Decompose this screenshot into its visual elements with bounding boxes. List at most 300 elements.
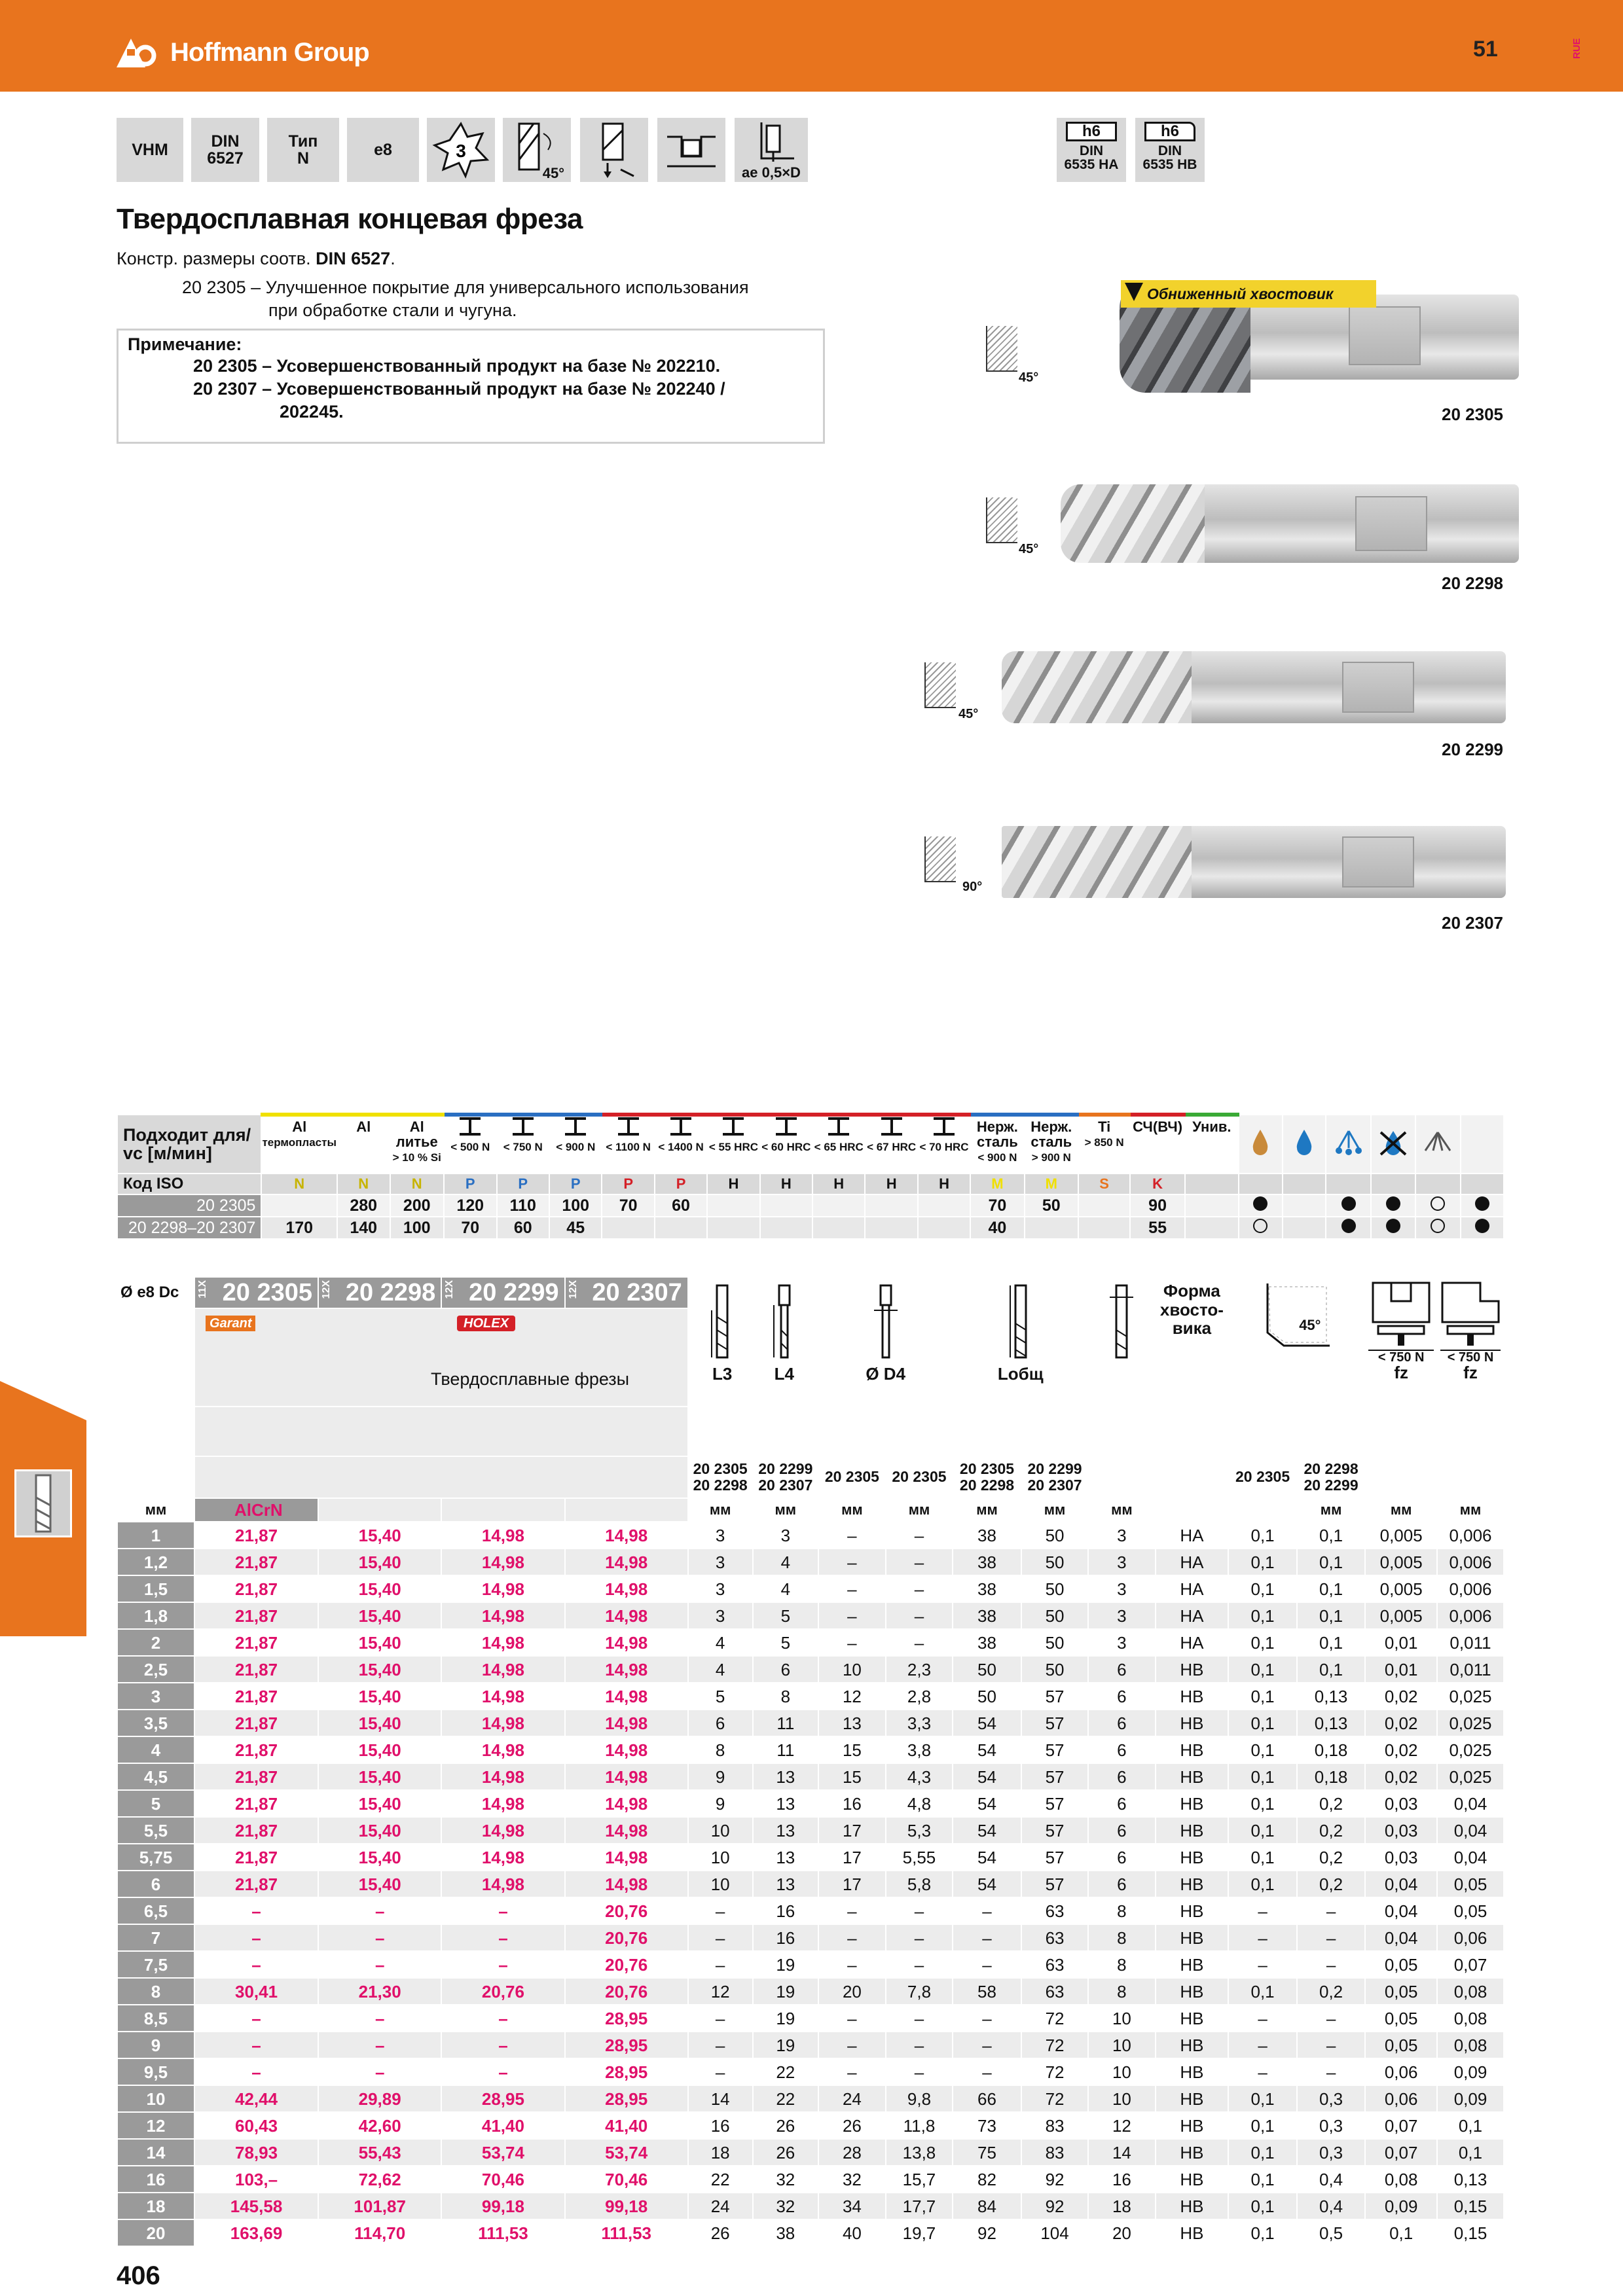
price-cell[interactable]: 30,41: [194, 1978, 318, 2005]
dimension-cell: –: [1228, 2005, 1297, 2032]
price-cell[interactable]: –: [194, 1924, 318, 1951]
note-line: 20 2307 – Усовершенствованный продукт на базе № 202240 /: [193, 379, 725, 399]
price-cell[interactable]: 15,40: [318, 1683, 441, 1710]
dimension-cell: 38: [953, 1629, 1021, 1656]
dimension-cell: –: [818, 1602, 886, 1629]
price-cell[interactable]: 14,98: [565, 1629, 688, 1656]
material-col: [602, 1115, 654, 1174]
price-cell[interactable]: 53,74: [565, 2139, 688, 2166]
corner-angle: 45°: [958, 707, 979, 721]
dimension-cell: 6: [1088, 1844, 1155, 1871]
table-row[interactable]: [117, 1656, 1504, 1683]
garant-logo: Garant: [206, 1316, 255, 1331]
price-cell[interactable]: 15,40: [318, 1522, 441, 1549]
dimension-cell: –: [818, 1575, 886, 1602]
price-cell[interactable]: –: [194, 2032, 318, 2058]
table-row[interactable]: [117, 1575, 1504, 1602]
price-cell[interactable]: –: [194, 2058, 318, 2085]
dimension-cell: 4,3: [886, 1763, 953, 1790]
dimension-cell: –: [886, 2032, 953, 2058]
table-row[interactable]: [117, 1763, 1504, 1790]
dimension-cell: 0,04: [1437, 1844, 1504, 1871]
dimension-cell: 0,06: [1365, 2085, 1437, 2112]
price-cell[interactable]: –: [318, 2032, 441, 2058]
shank-din: DIN: [1158, 143, 1182, 158]
table-row[interactable]: [117, 1683, 1504, 1710]
table-row[interactable]: [117, 2032, 1504, 2058]
table-row[interactable]: [117, 2219, 1504, 2246]
dimension-cell: 0,1: [1228, 1710, 1297, 1736]
price-cell[interactable]: –: [318, 2058, 441, 2085]
tool-cutting-head: [1002, 826, 1192, 898]
table-row[interactable]: [117, 1951, 1504, 1978]
price-cell[interactable]: 28,95: [565, 2058, 688, 2085]
cutting-speed-value: 50: [1025, 1194, 1078, 1217]
price-cell[interactable]: 14,98: [441, 1790, 564, 1817]
price-cell[interactable]: 21,87: [194, 1710, 318, 1736]
dimension-cell: 17: [818, 1844, 886, 1871]
price-cell[interactable]: 103,–: [194, 2166, 318, 2193]
dimension-cell: 14: [688, 2085, 753, 2112]
iso-code: N: [261, 1174, 337, 1194]
dimension-cell: HB: [1156, 1844, 1229, 1871]
shank-type-ha: [1057, 118, 1126, 182]
blank-cell: [1088, 1456, 1155, 1498]
table-row[interactable]: [117, 1549, 1504, 1575]
price-cell[interactable]: 20,76: [565, 1951, 688, 1978]
row-label: 20 2305: [117, 1194, 261, 1217]
price-cell[interactable]: 15,40: [318, 1844, 441, 1871]
dim-label: Ø D4: [866, 1364, 906, 1384]
dimension-cell: 11,8: [886, 2112, 953, 2139]
price-cell[interactable]: –: [318, 2005, 441, 2032]
unit-cell: мм: [688, 1498, 753, 1522]
price-cell[interactable]: 21,87: [194, 1656, 318, 1683]
price-cell[interactable]: 21,87: [194, 1683, 318, 1710]
dimension-cell: –: [818, 1522, 886, 1549]
property-slotting: [657, 118, 725, 182]
dimension-cell: –: [688, 1924, 753, 1951]
dimension-cell: 20: [818, 1978, 886, 2005]
price-cell[interactable]: 15,40: [318, 1629, 441, 1656]
cutting-speed-value: 170: [261, 1217, 337, 1239]
dimension-cell: –: [688, 1897, 753, 1924]
table-row[interactable]: [117, 1602, 1504, 1629]
price-cell[interactable]: 14,98: [441, 1844, 564, 1871]
price-cell[interactable]: 28,95: [565, 2085, 688, 2112]
dimension-cell: –: [886, 1602, 953, 1629]
price-cell[interactable]: 14,98: [565, 1710, 688, 1736]
material-col: [1185, 1115, 1239, 1174]
dimension-cell: HA: [1156, 1522, 1229, 1549]
dimension-cell: 0,05: [1437, 1871, 1504, 1897]
price-cell[interactable]: 145,58: [194, 2193, 318, 2219]
material-col: [337, 1115, 390, 1174]
dimension-cell: 10: [1088, 2032, 1155, 2058]
dimension-cell: 0,04: [1437, 1817, 1504, 1844]
price-cell[interactable]: –: [194, 1897, 318, 1924]
dimension-cell: HB: [1156, 2005, 1229, 2032]
price-cell[interactable]: 15,40: [318, 1575, 441, 1602]
price-cell[interactable]: 14,98: [441, 1763, 564, 1790]
price-cell[interactable]: 14,98: [441, 1736, 564, 1763]
price-cell[interactable]: 99,18: [441, 2193, 564, 2219]
dimension-cell: 0,09: [1437, 2085, 1504, 2112]
steel-beam-icon: [720, 1117, 746, 1136]
price-cell[interactable]: 20,76: [441, 1978, 564, 2005]
table-row[interactable]: [117, 1736, 1504, 1763]
dimension-cell: 0,05: [1365, 1978, 1437, 2005]
side-milling-icon: [742, 119, 801, 165]
dimension-cell: HB: [1156, 2193, 1229, 2219]
price-cell[interactable]: 14,98: [441, 1710, 564, 1736]
dimension-cell: HB: [1156, 1790, 1229, 1817]
dimension-cell: HA: [1156, 1629, 1229, 1656]
product-rows: [117, 1522, 1504, 2246]
construction-end: .: [390, 249, 395, 268]
price-cell[interactable]: 60,43: [194, 2112, 318, 2139]
table-row[interactable]: [117, 1978, 1504, 2005]
dimension-cell: 0,1: [1228, 1790, 1297, 1817]
suitable-for-label: [117, 1115, 261, 1174]
price-cell[interactable]: 21,30: [318, 1978, 441, 2005]
price-cell[interactable]: 21,87: [194, 1844, 318, 1871]
price-cell[interactable]: 41,40: [441, 2112, 564, 2139]
dry-icon: [1371, 1115, 1415, 1174]
price-cell[interactable]: 55,43: [318, 2139, 441, 2166]
price-cell[interactable]: 14,98: [565, 1871, 688, 1897]
diameter-cell: 5,75: [117, 1844, 194, 1871]
dimension-cell: 57: [1021, 1710, 1089, 1736]
price-cell[interactable]: 28,95: [565, 2032, 688, 2058]
cutting-speed-value: 90: [1130, 1194, 1184, 1217]
dimension-cell: 73: [953, 2112, 1021, 2139]
blank-cell: [1415, 1174, 1460, 1194]
table-row[interactable]: [117, 2166, 1504, 2193]
label-line: vc [м/мин]: [123, 1143, 212, 1163]
dimension-cell: 50: [1021, 1549, 1089, 1575]
table-row[interactable]: [117, 2058, 1504, 2085]
price-cell[interactable]: 14,98: [441, 1629, 564, 1656]
price-cell[interactable]: 21,87: [194, 1763, 318, 1790]
dim-icon-l3: [688, 1277, 818, 1456]
dimension-cell: HB: [1156, 1736, 1229, 1763]
price-cell[interactable]: 21,87: [194, 1522, 318, 1549]
dimension-cell: 50: [1021, 1656, 1089, 1683]
price-cell[interactable]: 14,98: [441, 1575, 564, 1602]
table-row[interactable]: [117, 2085, 1504, 2112]
price-cell[interactable]: 21,87: [194, 1602, 318, 1629]
cutting-speed-value: [1185, 1217, 1239, 1239]
dimension-cell: 0,011: [1437, 1629, 1504, 1656]
dimension-cell: 3,3: [886, 1710, 953, 1736]
price-cell[interactable]: 20,76: [565, 1897, 688, 1924]
dimension-cell: 0,04: [1365, 1897, 1437, 1924]
price-cell[interactable]: 21,87: [194, 1736, 318, 1763]
price-cell[interactable]: 42,60: [318, 2112, 441, 2139]
dim-icon-d4: [818, 1277, 953, 1456]
dimension-cell: 0,1: [1228, 2166, 1297, 2193]
diameter-cell: 10: [117, 2085, 194, 2112]
dimension-cell: 16: [688, 2112, 753, 2139]
price-cell[interactable]: 14,98: [565, 1817, 688, 1844]
price-cell[interactable]: 14,98: [565, 1602, 688, 1629]
tool-image-202307[interactable]: [1002, 826, 1506, 898]
dimension-cell: –: [953, 2032, 1021, 2058]
price-cell[interactable]: 70,46: [441, 2166, 564, 2193]
price-cell[interactable]: 42,44: [194, 2085, 318, 2112]
corner-chamfer-header: [1228, 1277, 1365, 1456]
price-cell[interactable]: 111,53: [565, 2219, 688, 2246]
dimension-cell: 0,1: [1228, 1656, 1297, 1683]
tool-image-202299[interactable]: [1002, 651, 1506, 723]
price-cell[interactable]: 14,98: [565, 1763, 688, 1790]
dimension-cell: 0,06: [1437, 1924, 1504, 1951]
price-cell[interactable]: 14,98: [441, 1871, 564, 1897]
l4-icon: [771, 1284, 797, 1382]
brand-name: Hoffmann Group: [170, 37, 369, 67]
dimension-cell: 0,04: [1365, 1924, 1437, 1951]
price-cell[interactable]: –: [318, 1951, 441, 1978]
price-cell[interactable]: –: [194, 2005, 318, 2032]
dimension-cell: 6: [1088, 1871, 1155, 1897]
price-cell[interactable]: 72,62: [318, 2166, 441, 2193]
table-row[interactable]: [117, 1817, 1504, 1844]
table-row[interactable]: [117, 1897, 1504, 1924]
steel-beam-icon: [931, 1117, 957, 1136]
dimension-cell: 0,1: [1228, 2112, 1297, 2139]
total-length-icon: [1008, 1284, 1034, 1363]
price-cell[interactable]: 14,98: [441, 1522, 564, 1549]
price-cell[interactable]: 14,98: [441, 1817, 564, 1844]
price-cell[interactable]: 15,40: [318, 1549, 441, 1575]
tool-article-number: 20 2298: [1442, 573, 1503, 593]
price-cell[interactable]: –: [441, 2032, 564, 2058]
dimension-cell: HB: [1156, 1817, 1229, 1844]
price-cell[interactable]: 14,98: [565, 1549, 688, 1575]
price-cell[interactable]: 15,40: [318, 1602, 441, 1629]
dimension-cell: 72: [1021, 2032, 1089, 2058]
material-col: [1130, 1115, 1184, 1174]
cutting-speed-value: [707, 1217, 759, 1239]
price-cell[interactable]: 14,98: [565, 1790, 688, 1817]
dimension-cell: 18: [688, 2139, 753, 2166]
unit-cell: мм: [753, 1498, 819, 1522]
dimension-cell: 12: [818, 1683, 886, 1710]
dimension-cell: 2,3: [886, 1656, 953, 1683]
price-cell[interactable]: 20,76: [565, 1978, 688, 2005]
price-cell[interactable]: 14,98: [441, 1602, 564, 1629]
dimension-cell: 92: [1021, 2166, 1089, 2193]
corner-angle: 90°: [962, 880, 983, 894]
product-table: [117, 1276, 1504, 2247]
dimension-cell: 19: [753, 1978, 819, 2005]
article-sub-label: 20 2298 20 2299: [1297, 1456, 1366, 1498]
dimension-cell: 0,1: [1297, 1522, 1366, 1549]
price-cell[interactable]: 15,40: [318, 1736, 441, 1763]
price-cell[interactable]: 14,98: [441, 1683, 564, 1710]
price-cell[interactable]: –: [318, 1897, 441, 1924]
price-cell[interactable]: 14,98: [441, 1656, 564, 1683]
price-cell[interactable]: 14,98: [565, 1844, 688, 1871]
note-box: [117, 329, 825, 444]
price-cell[interactable]: 14,98: [441, 1549, 564, 1575]
blank-cell: [1437, 1456, 1504, 1498]
dimension-cell: 0,1: [1228, 2193, 1297, 2219]
flute-count: 12X: [321, 1280, 333, 1299]
diameter-cell: 6: [117, 1871, 194, 1897]
price-cell[interactable]: 20,76: [565, 1924, 688, 1951]
price-cell[interactable]: 78,93: [194, 2139, 318, 2166]
price-cell[interactable]: 53,74: [441, 2139, 564, 2166]
corner-chamfer-icon: [986, 497, 1017, 543]
dimension-cell: HA: [1156, 1549, 1229, 1575]
dimension-cell: 6: [1088, 1817, 1155, 1844]
dimension-cell: 0,1: [1228, 1736, 1297, 1763]
dimension-cell: –: [1297, 2005, 1366, 2032]
dimension-cell: –: [886, 1897, 953, 1924]
diameter-cell: 1,2: [117, 1549, 194, 1575]
unit-cell: [1228, 1498, 1297, 1522]
table-row[interactable]: [117, 2112, 1504, 2139]
dimension-cell: 32: [753, 2193, 819, 2219]
price-cell[interactable]: 21,87: [194, 1549, 318, 1575]
table-row[interactable]: [117, 2139, 1504, 2166]
price-cell[interactable]: –: [441, 1924, 564, 1951]
unit-cell: мм: [818, 1498, 886, 1522]
dimension-cell: 13: [753, 1844, 819, 1871]
price-cell[interactable]: 14,98: [565, 1522, 688, 1549]
price-cell[interactable]: 15,40: [318, 1656, 441, 1683]
dimension-cell: –: [818, 2032, 886, 2058]
holex-brand: [444, 1309, 568, 1335]
price-cell[interactable]: 99,18: [565, 2193, 688, 2219]
price-cell[interactable]: –: [441, 2005, 564, 2032]
diameter-cell: 1,5: [117, 1575, 194, 1602]
dimension-cell: 32: [818, 2166, 886, 2193]
table-row[interactable]: [117, 1924, 1504, 1951]
material-spec: < 65 HRC: [814, 1141, 864, 1154]
table-row[interactable]: [117, 2005, 1504, 2032]
dimension-cell: 0,005: [1365, 1522, 1437, 1549]
dimension-cell: 0,1: [1437, 2139, 1504, 2166]
table-row[interactable]: [117, 1522, 1504, 1549]
dimension-cell: HB: [1156, 2139, 1229, 2166]
price-cell[interactable]: 21,87: [194, 1575, 318, 1602]
unit-cell: мм: [953, 1498, 1021, 1522]
price-cell[interactable]: –: [318, 1924, 441, 1951]
material-col: [812, 1115, 865, 1174]
shank-standard: 6535 HA: [1064, 157, 1119, 172]
dimension-cell: HA: [1156, 1602, 1229, 1629]
price-cell[interactable]: 114,70: [318, 2219, 441, 2246]
price-cell[interactable]: –: [441, 1897, 564, 1924]
dimension-cell: –: [1297, 2058, 1366, 2085]
cutting-speed-value: [760, 1217, 812, 1239]
price-cell[interactable]: 163,69: [194, 2219, 318, 2246]
dimension-cell: 3: [688, 1602, 753, 1629]
table-row[interactable]: [117, 1844, 1504, 1871]
price-cell[interactable]: 21,87: [194, 1871, 318, 1897]
dimension-cell: –: [818, 1924, 886, 1951]
dimension-cell: –: [688, 2058, 753, 2085]
dimension-cell: 3: [1088, 1549, 1155, 1575]
price-cell[interactable]: 15,40: [318, 1871, 441, 1897]
article-sub-label: 20 2305 20 2298: [688, 1456, 753, 1498]
dim-label: L4: [774, 1364, 794, 1384]
dimension-cell: 26: [753, 2139, 819, 2166]
dimension-cell: 0,2: [1297, 1817, 1366, 1844]
price-cell[interactable]: 15,40: [318, 1817, 441, 1844]
price-cell[interactable]: –: [441, 1951, 564, 1978]
table-row[interactable]: [117, 1790, 1504, 1817]
dimension-cell: 22: [753, 2085, 819, 2112]
emulsion-drop-icon: [1283, 1115, 1326, 1174]
blank-cell: [1283, 1174, 1326, 1194]
price-cell[interactable]: 28,95: [441, 2085, 564, 2112]
arrow-down-icon: [1125, 283, 1143, 301]
price-cell[interactable]: 14,98: [565, 1656, 688, 1683]
table-row[interactable]: [117, 1871, 1504, 1897]
price-cell[interactable]: 15,40: [318, 1710, 441, 1736]
price-cell[interactable]: 14,98: [565, 1575, 688, 1602]
iso-code: P: [602, 1174, 654, 1194]
price-cell[interactable]: 14,98: [565, 1736, 688, 1763]
iso-code: [1185, 1174, 1239, 1194]
price-cell[interactable]: 28,95: [565, 2005, 688, 2032]
price-cell[interactable]: 15,40: [318, 1790, 441, 1817]
brand-logo[interactable]: [117, 33, 369, 72]
price-cell[interactable]: –: [441, 2058, 564, 2085]
dimension-cell: 0,18: [1297, 1736, 1366, 1763]
dimension-cell: 3: [1088, 1602, 1155, 1629]
recommended-dot-icon: [1475, 1196, 1489, 1211]
table-row[interactable]: [117, 1629, 1504, 1656]
price-cell[interactable]: –: [194, 1951, 318, 1978]
cutting-speed-value: 45: [549, 1217, 602, 1239]
price-cell[interactable]: 21,87: [194, 1817, 318, 1844]
dimension-cell: 9,8: [886, 2085, 953, 2112]
dimension-cell: 26: [688, 2219, 753, 2246]
dimension-cell: 13: [753, 1790, 819, 1817]
dimension-cell: 0,1: [1228, 2139, 1297, 2166]
price-cell[interactable]: 111,53: [441, 2219, 564, 2246]
table-row[interactable]: [117, 2193, 1504, 2219]
price-cell[interactable]: 101,87: [318, 2193, 441, 2219]
material-col: [865, 1115, 917, 1174]
price-cell[interactable]: 41,40: [565, 2112, 688, 2139]
dimension-cell: 0,08: [1437, 2005, 1504, 2032]
price-cell[interactable]: 14,98: [565, 1683, 688, 1710]
tool-image-202298[interactable]: [1061, 484, 1519, 563]
dimension-cell: –: [953, 1897, 1021, 1924]
plunge-icon: [585, 120, 644, 179]
diameter-cell: 18: [117, 2193, 194, 2219]
dimension-cell: 24: [688, 2193, 753, 2219]
price-cell[interactable]: 70,46: [565, 2166, 688, 2193]
price-cell[interactable]: 29,89: [318, 2085, 441, 2112]
dimension-cell: 0,02: [1365, 1763, 1437, 1790]
price-cell[interactable]: 15,40: [318, 1763, 441, 1790]
dimension-cell: –: [886, 1629, 953, 1656]
blank-cell: [1283, 1217, 1326, 1239]
table-row[interactable]: [117, 1710, 1504, 1736]
garant-brand: [195, 1309, 319, 1335]
dimension-cell: 6: [1088, 1683, 1155, 1710]
price-cell[interactable]: 21,87: [194, 1629, 318, 1656]
price-cell[interactable]: 21,87: [194, 1790, 318, 1817]
dimension-cell: –: [1228, 1897, 1297, 1924]
